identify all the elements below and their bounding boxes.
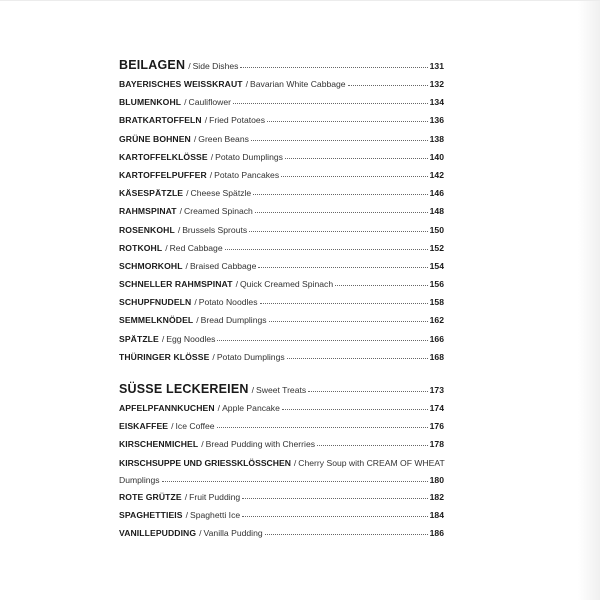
toc-entry[interactable] — [119, 399, 444, 417]
heading-english: Sweet Treats — [256, 385, 307, 395]
entry-english: Potato Dumplings — [216, 351, 285, 362]
separator: / — [204, 115, 208, 126]
separator: / — [184, 97, 187, 108]
page-number: 182 — [429, 491, 444, 502]
toc-entry[interactable] — [119, 348, 444, 366]
page-number: 140 — [429, 151, 444, 162]
entry-german: BAYERISCHES WEISSKRAUT — [119, 79, 243, 89]
page-number: 136 — [429, 115, 444, 126]
entry-line-1 — [119, 454, 444, 472]
entry-english: Potato Noodles — [198, 297, 258, 308]
toc-entry[interactable] — [119, 130, 444, 148]
entry-german: SPÄTZLE — [119, 333, 159, 344]
toc-section-beilagen — [119, 56, 444, 366]
dot-leader — [308, 383, 427, 392]
dot-leader — [240, 59, 427, 68]
table-of-contents — [119, 56, 444, 556]
dot-leader — [242, 508, 428, 517]
entry-english: Egg Noodles — [166, 333, 216, 344]
separator: / — [235, 279, 238, 290]
separator: / — [185, 260, 188, 271]
page-number: 152 — [429, 242, 444, 253]
entry-german: VANILLEPUDDING — [119, 528, 197, 539]
toc-entry[interactable] — [119, 148, 444, 166]
toc-entry[interactable] — [119, 166, 444, 184]
entry-english: Creamed Spinach — [184, 206, 253, 217]
dot-leader — [217, 332, 427, 341]
dot-leader — [335, 277, 428, 286]
separator: / — [245, 79, 249, 89]
entry-english: Brussels Sprouts — [182, 224, 248, 235]
entry-german: SCHMORKOHL — [119, 260, 183, 271]
toc-entry[interactable] — [119, 75, 444, 93]
entry-english: Bread Pudding with Cherries — [205, 439, 316, 450]
page-number: 174 — [429, 403, 444, 413]
toc-entry[interactable] — [119, 293, 444, 311]
entry-german: BLUMENKOHL — [119, 97, 182, 108]
entry-english: Spaghetti Ice — [189, 509, 241, 520]
toc-entry[interactable] — [119, 524, 444, 542]
entry-german: KARTOFFELPUFFER — [119, 169, 207, 180]
entry-english: Green Beans — [198, 133, 249, 144]
separator: / — [201, 439, 204, 450]
dot-leader — [162, 473, 428, 482]
entry-german: ROSENKOHL — [119, 224, 175, 235]
dot-leader — [249, 223, 427, 232]
toc-entry[interactable] — [119, 184, 444, 202]
entry-english: Cauliflower — [188, 97, 232, 108]
page-number: 158 — [429, 297, 444, 308]
dot-leader — [281, 168, 428, 177]
toc-entry[interactable] — [119, 435, 444, 453]
entry-english: Fried Potatoes — [209, 115, 265, 126]
separator: / — [179, 206, 183, 217]
page-number: 150 — [429, 224, 444, 235]
section-heading[interactable] — [119, 380, 444, 399]
entry-german: THÜRINGER KLÖSSE — [119, 351, 210, 362]
dot-leader — [217, 419, 428, 428]
entry-german: EISKAFFEE — [119, 421, 169, 432]
dot-leader — [251, 132, 428, 141]
entry-german: GRÜNE BOHNEN — [119, 133, 191, 144]
separator: / — [177, 224, 181, 235]
entry-english-continued: Dumplings — [119, 474, 160, 485]
dot-leader — [348, 77, 428, 86]
toc-entry[interactable] — [119, 330, 444, 348]
separator: / — [184, 491, 188, 502]
separator: / — [186, 188, 189, 199]
dot-leader — [242, 490, 427, 499]
page-number: 146 — [429, 188, 444, 199]
entry-german: RAHMSPINAT — [119, 206, 177, 217]
entry-german: SCHUPFNUDELN — [119, 297, 192, 308]
page-top-border — [0, 0, 600, 1]
separator: / — [161, 333, 165, 344]
toc-entry[interactable] — [119, 239, 444, 257]
heading-english: Side Dishes — [192, 61, 239, 71]
entry-english: Potato Pancakes — [214, 169, 280, 180]
entry-english: Ice Coffee — [175, 421, 215, 432]
entry-english: Apple Pancake — [222, 403, 280, 413]
page-number: 162 — [429, 315, 444, 326]
entry-german: KIRSCHENMICHEL — [119, 439, 199, 450]
separator: / — [188, 61, 191, 71]
page-number: 156 — [429, 279, 444, 290]
heading-german: SÜSSE LECKEREIEN — [119, 382, 249, 396]
entry-german: SPAGHETTIEIS — [119, 509, 183, 520]
page-number: 131 — [429, 61, 444, 71]
separator: / — [194, 297, 197, 308]
entry-german: SEMMELKNÖDEL — [119, 315, 194, 326]
toc-entry[interactable] — [119, 275, 444, 293]
page-number: 154 — [429, 260, 444, 271]
toc-entry[interactable] — [119, 311, 444, 329]
page-number: 134 — [429, 97, 444, 108]
separator: / — [217, 403, 221, 413]
toc-entry[interactable] — [119, 506, 444, 524]
toc-section-suesse-leckereien — [119, 380, 444, 542]
entry-german: KIRSCHSUPPE UND GRIESSKLÖSSCHEN — [119, 457, 291, 468]
separator: / — [185, 509, 188, 520]
dot-leader — [258, 259, 427, 268]
dot-leader — [255, 204, 428, 213]
dot-leader — [260, 295, 428, 304]
entry-english: Cheese Spätzle — [190, 188, 252, 199]
separator: / — [171, 421, 174, 432]
page-number: 178 — [429, 439, 444, 450]
separator: / — [209, 169, 213, 180]
entry-english: Quick Creamed Spinach — [239, 279, 334, 290]
toc-entry[interactable] — [119, 417, 444, 435]
separator: / — [199, 528, 202, 539]
dot-leader — [225, 241, 428, 250]
page-edge-shadow — [578, 0, 600, 600]
dot-leader — [253, 186, 427, 195]
entry-german: ROTE GRÜTZE — [119, 491, 182, 502]
separator: / — [210, 151, 214, 162]
separator: / — [251, 385, 255, 395]
dot-leader — [233, 95, 428, 104]
entry-english: Red Cabbage — [169, 242, 223, 253]
page-number: 148 — [429, 206, 444, 217]
entry-english: Braised Cabbage — [189, 260, 257, 271]
page-number: 184 — [429, 509, 444, 520]
entry-german: APFELPFANNKUCHEN — [119, 403, 215, 413]
dot-leader — [269, 313, 428, 322]
dot-leader — [267, 113, 428, 122]
entry-english: Potato Dumplings — [215, 151, 283, 162]
toc-entry[interactable] — [119, 488, 444, 506]
entry-line-2 — [119, 472, 444, 488]
entry-english: Cherry Soup with CREAM OF WHEAT — [298, 457, 445, 468]
entry-english: Bavarian White Cabbage — [250, 79, 346, 89]
section-heading[interactable] — [119, 56, 444, 75]
entry-german: BRATKARTOFFELN — [119, 115, 202, 126]
page-number: 138 — [429, 133, 444, 144]
page-number: 168 — [429, 351, 444, 362]
entry-german: ROTKOHL — [119, 242, 163, 253]
page-number: 176 — [429, 421, 444, 432]
page-number: 173 — [429, 385, 444, 395]
entry-english: Bread Dumplings — [200, 315, 267, 326]
separator: / — [193, 133, 197, 144]
page-number: 142 — [429, 169, 444, 180]
toc-entry[interactable] — [119, 93, 444, 111]
page-number: 180 — [429, 474, 444, 485]
dot-leader — [287, 350, 428, 359]
toc-entry[interactable] — [119, 202, 444, 220]
toc-entry[interactable] — [119, 111, 444, 129]
page-number: 132 — [429, 79, 444, 89]
entry-german: KARTOFFELKLÖSSE — [119, 151, 208, 162]
separator: / — [196, 315, 199, 326]
separator: / — [293, 457, 297, 468]
toc-entry[interactable] — [119, 221, 444, 239]
dot-leader — [282, 401, 428, 410]
entry-english: Vanilla Pudding — [203, 528, 263, 539]
dot-leader — [285, 150, 428, 159]
entry-german: KÄSESPÄTZLE — [119, 188, 184, 199]
toc-entry[interactable] — [119, 257, 444, 275]
toc-entry-wrapped[interactable] — [119, 454, 444, 488]
heading-german: BEILAGEN — [119, 58, 186, 72]
dot-leader — [265, 526, 428, 535]
dot-leader — [317, 437, 428, 446]
entry-german: SCHNELLER RAHMSPINAT — [119, 279, 233, 290]
separator: / — [165, 242, 168, 253]
separator: / — [212, 351, 215, 362]
page-number: 186 — [429, 528, 444, 539]
page-number: 166 — [429, 333, 444, 344]
entry-english: Fruit Pudding — [189, 491, 241, 502]
